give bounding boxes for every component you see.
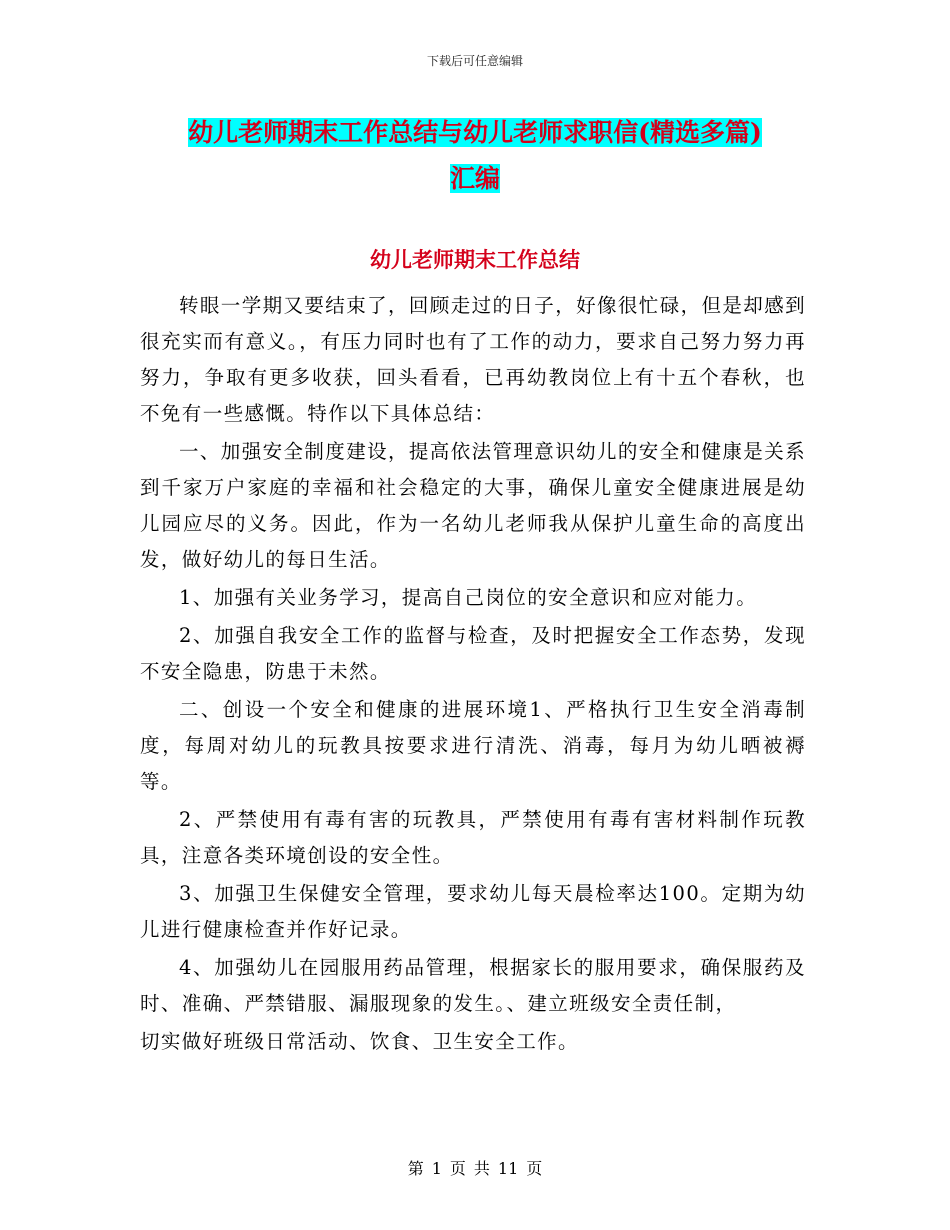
paragraph: 1、加强有关业务学习，提高自己岗位的安全意识和应对能力。 — [179, 586, 758, 609]
paragraph: 2、严禁使用有毒有害的玩教具，严禁使用有毒有害材料制作玩教具，注意各类环境创设的安全性。 — [140, 808, 806, 867]
footer-total-pages: 11 — [497, 1159, 519, 1178]
paragraph-continuation: 切实做好班级日常活动、饮食、卫生安全工作。 — [140, 1030, 579, 1053]
page-footer — [0, 1156, 950, 1179]
document-title-line2: 汇编 — [449, 164, 500, 193]
footer-page-mid: 页 — [449, 1159, 466, 1178]
paragraph: 4、加强幼儿在园服用药品管理，根据家长的服用要求，确保服药及时、准确、严禁错服、漏服现象的发生。、建立班级安全责任制， — [140, 956, 806, 1015]
section-title: 幼儿老师期末工作总结 — [370, 247, 580, 272]
header-note: 下载后可任意编辑 — [426, 54, 523, 68]
document-title-line1: 幼儿老师期末工作总结与幼儿老师求职信(精选多篇) — [188, 118, 762, 147]
paragraph: 二、创设一个安全和健康的进展环境1、严格执行卫生安全消毒制度，每周对幼儿的玩教具按要求进行清洗、消毒，每月为幼儿晒被褥等。 — [140, 698, 806, 793]
footer-total-prefix: 共 — [473, 1159, 490, 1178]
footer-page-prefix: 第 — [407, 1159, 424, 1178]
paragraph: 一、加强安全制度建设，提高依法管理意识幼儿的安全和健康是关系到千家万户家庭的幸福和社会稳定的大事，确保儿童安全健康进展是幼儿园应尽的义务。因此，作为一名幼儿老师我从保护儿童生命的高度出发，做好幼儿的每日生活。 — [140, 440, 807, 571]
footer-total-suffix: 页 — [526, 1159, 543, 1178]
document-title — [140, 110, 810, 202]
paragraph: 2、加强自我安全工作的监督与检查，及时把握安全工作态势，发现不安全隐患，防患于未然。 — [140, 624, 806, 683]
document-body — [140, 288, 806, 1062]
paragraph: 3、加强卫生保健安全管理，要求幼儿每天晨检率达100。定期为幼儿进行健康检查并作好记录。 — [140, 882, 806, 941]
footer-page-number: 1 — [431, 1159, 442, 1178]
paragraph: 转眼一学期又要结束了，回顾走过的日子，好像很忙碌，但是却感到很充实而有意义。，有压力同时也有了工作的动力，要求自己努力努力再努力，争取有更多收获，回头看看，已再幼教岗位上有十五个春秋，也不免有一些感慨。特作以下具体总结： — [140, 294, 807, 425]
